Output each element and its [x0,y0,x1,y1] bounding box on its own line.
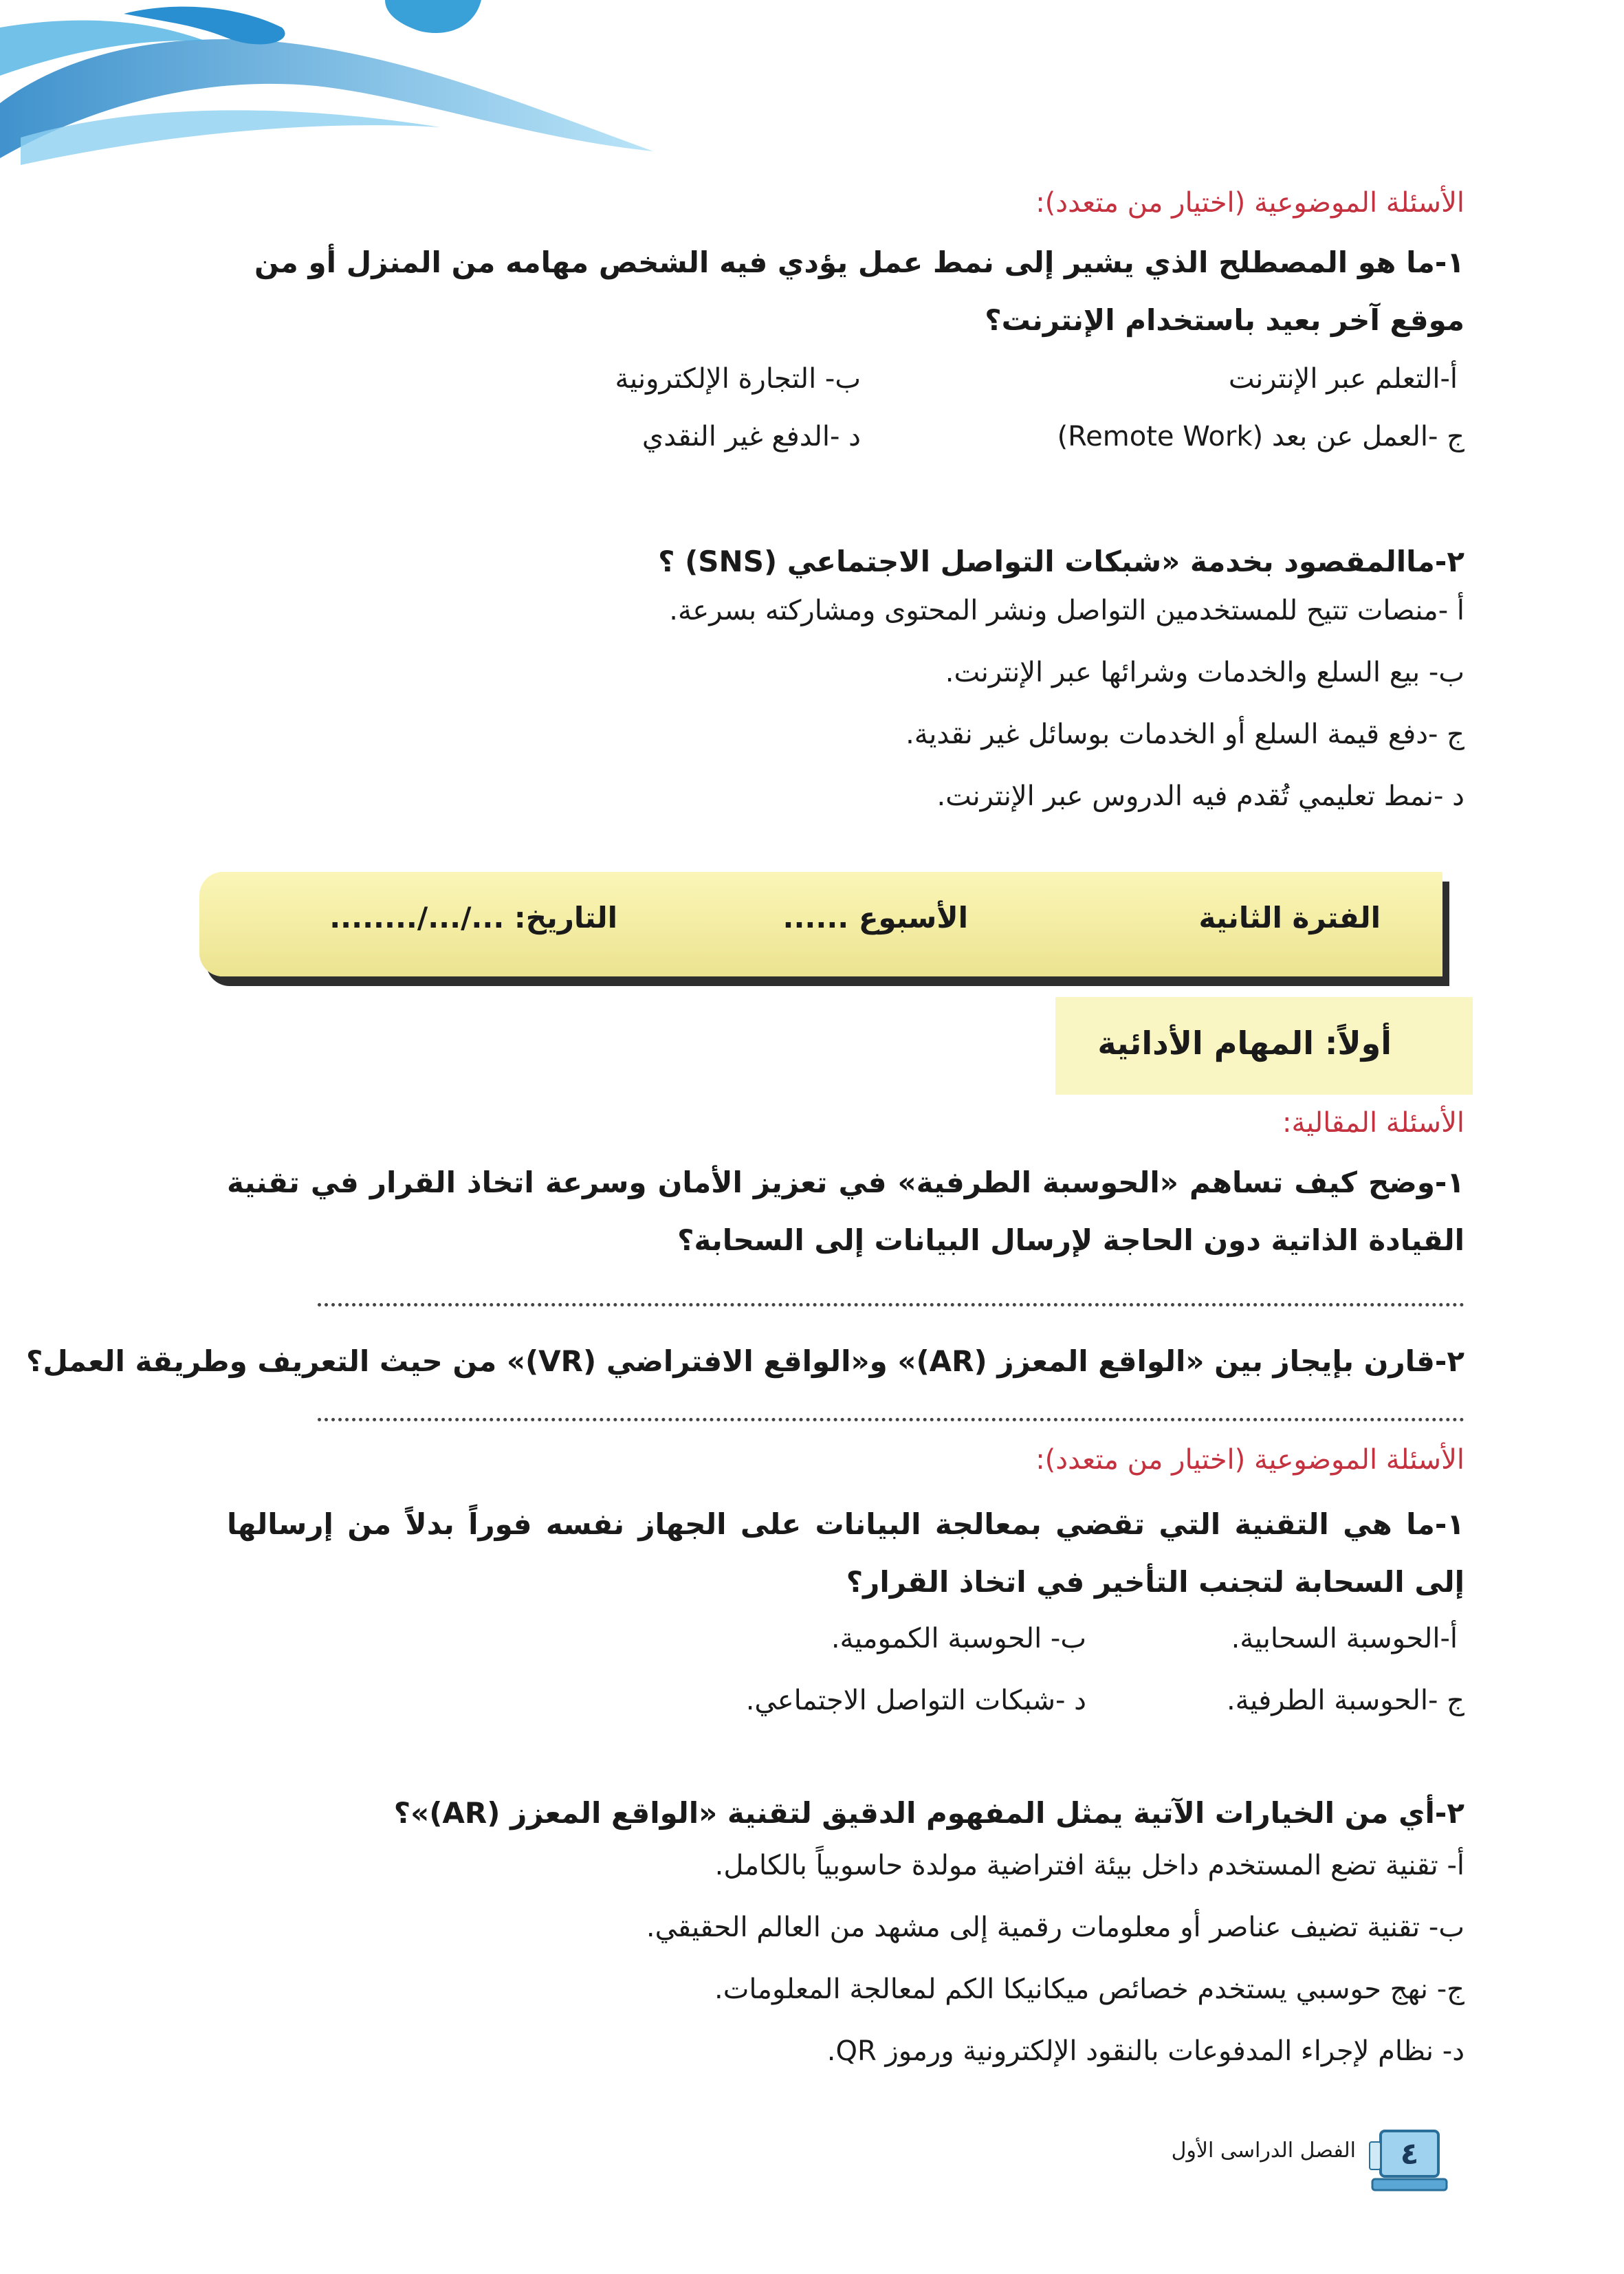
s2-question-2-text: ٢-أي من الخيارات الآتية يمثل المفهوم الدقيق لتقنية «الواقع المعزز (AR)»؟ [393,1796,1464,1830]
q1-option-a: أ-التعلم عبر الإنترنت [1228,363,1458,395]
period-label: الفترة الثانية [1198,901,1381,934]
s2-q2-option-b: ب- تقنية تضيف عناصر أو معلومات رقمية إلى مشهد من العالم الحقيقي. [646,1912,1464,1943]
section-heading-objective-1: الأسئلة الموضوعية (اختيار من متعدد): [1035,187,1464,219]
q1-option-b: ب- التجارة الإلكترونية [615,363,861,395]
week-label: الأسبوع ...... [782,901,968,934]
period-bar [199,872,1442,976]
s2-q1-option-c: ج -الحوسبة الطرفية. [1226,1685,1464,1716]
essay-heading: الأسئلة المقالية: [1282,1107,1464,1139]
page-number-badge [1368,2121,1451,2204]
q2-option-b: ب- بيع السلع والخدمات وشرائها عبر الإنترنت. [945,657,1464,688]
q1-option-d: د -الدفع غير النقدي [641,421,861,452]
answer-line-1 [318,1303,1464,1307]
question-1-text: ١-ما هو المصطلح الذي يشير إلى نمط عمل يؤدي فيه الشخص مهامه من المنزل أو من موقع آخر بعيد باستخدام الإنترنت؟ [254,245,1464,337]
q2-option-a: أ -منصات تتيح للمستخدمين التواصل ونشر المحتوى ومشاركته بسرعة. [669,595,1464,626]
section-heading-objective-2: الأسئلة الموضوعية (اختيار من متعدد): [1035,1444,1464,1476]
tasks-title: أولاً: المهام الأدائية [1097,1025,1392,1062]
q1-option-c: ج -العمل عن بعد (Remote Work) [1057,421,1464,452]
s2-q2-option-d: د- نظام لإجراء المدفوعات بالنقود الإلكترونية ورموز QR. [826,2035,1464,2067]
wave-decoration [0,0,674,179]
s2-q2-option-a: أ- تقنية تضع المستخدم داخل بيئة افتراضية مولدة حاسوبياً بالكامل. [714,1850,1464,1881]
answer-line-2 [318,1418,1464,1421]
question-2-text: ٢-ماالمقصود بخدمة «شبكات التواصل الاجتماعي (SNS) ؟ [658,545,1464,578]
page-number: ٤ [1400,2136,1419,2172]
s2-q2-option-c: ج- نهج حوسبي يستخدم خصائص ميكانيكا الكم لمعالجة المعلومات. [714,1974,1464,2005]
s2-q1-option-b: ب- الحوسبة الكمومية. [831,1623,1086,1654]
essay-question-2: ٢-قارن بإيجاز بين «الواقع المعزز (AR)» و«الواقع الافتراضي (VR)» من حيث التعريف وطريقة العمل؟ [25,1344,1464,1378]
s2-q1-option-a: أ-الحوسبة السحابية. [1231,1623,1458,1654]
s2-question-1-text: ١-ما هي التقنية التي تقضي بمعالجة البيانات على الجهاز نفسه فوراً بدلاً من إرسالها إلى السحابة لتجنب التأخير في اتخاذ القرار؟ [227,1507,1464,1599]
s2-q1-option-d: د -شبكات التواصل الاجتماعي. [745,1685,1086,1716]
date-label: التاريخ: .../.../........ [329,901,617,934]
tasks-title-box [1055,997,1473,1095]
semester-label: الفصل الدراسى الأول [1171,2139,1356,2163]
essay-question-1: ١-وضح كيف تساهم «الحوسبة الطرفية» في تعزيز الأمان وسرعة اتخاذ القرار في تقنية القيادة الذاتية دون الحاجة لإرسال البيانات إلى السحابة؟ [227,1166,1464,1257]
q2-option-d: د -نمط تعليمي تُقدم فيه الدروس عبر الإنترنت. [936,780,1464,812]
q2-option-c: ج -دفع قيمة السلع أو الخدمات بوسائل غير نقدية. [906,719,1464,750]
